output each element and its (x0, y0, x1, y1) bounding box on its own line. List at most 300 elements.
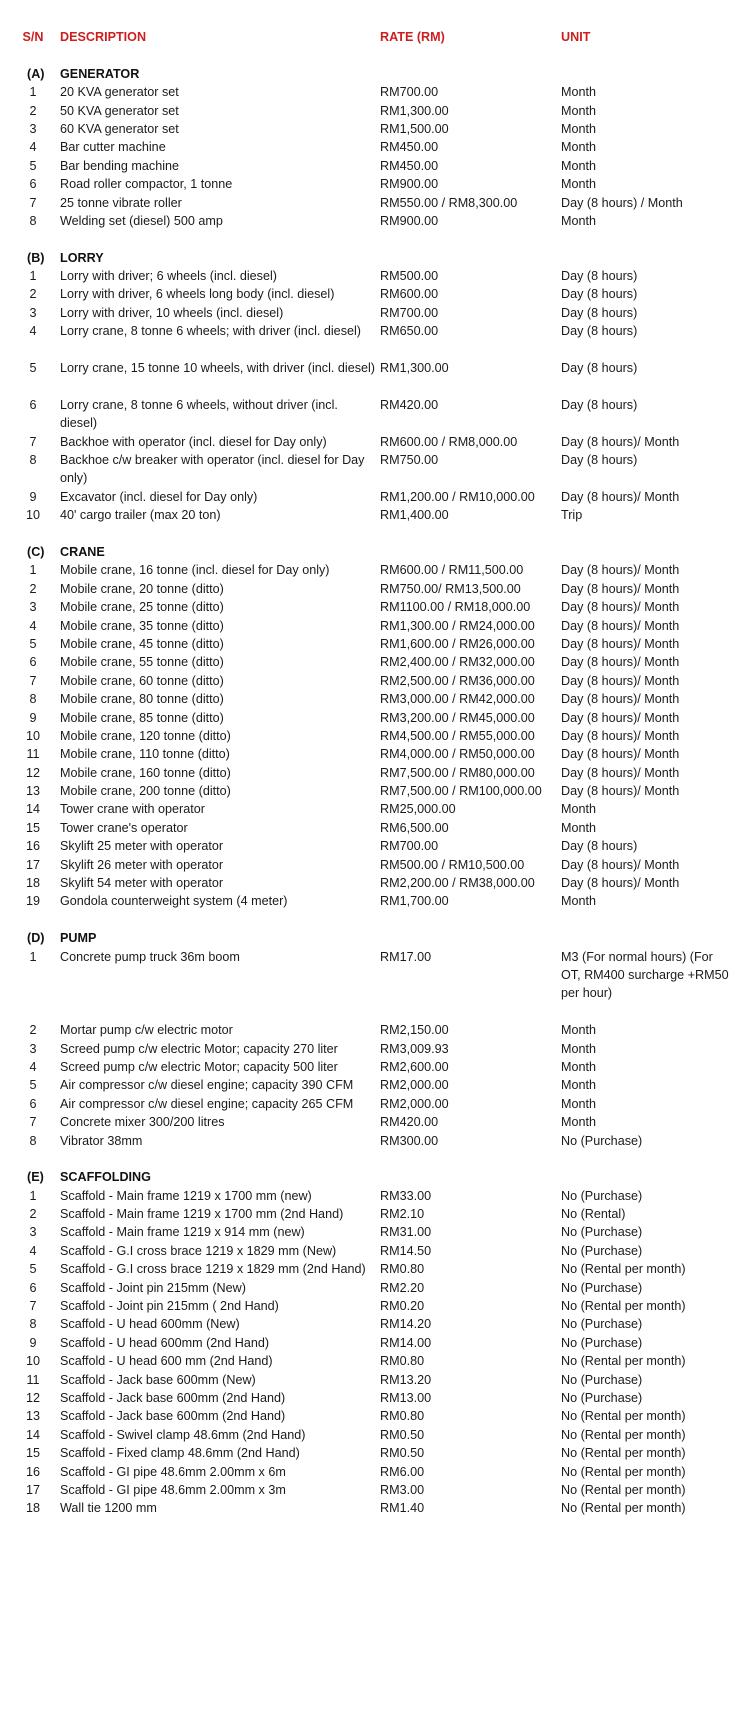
item-sn: 8 (29, 1317, 37, 1332)
item-sn: 16 (25, 839, 40, 854)
table-row (0, 1021, 735, 1039)
table-row (0, 304, 735, 322)
item-rate: RM1.40 (380, 1501, 425, 1516)
item-sn: 8 (29, 213, 37, 228)
item-sn: 2 (29, 103, 37, 118)
item-rate: RM2.20 (380, 1280, 425, 1295)
table-row (0, 709, 735, 727)
item-unit: Month (561, 213, 597, 228)
item-rate: RM2,000.00 (380, 1078, 449, 1093)
item-description: Excavator (incl. diesel for Day only) (60, 489, 258, 504)
item-description: Scaffold - U head 600mm (2nd Hand) (60, 1335, 270, 1350)
table-row (0, 1132, 735, 1150)
item-rate: RM17.00 (380, 949, 432, 964)
table-row (0, 1223, 735, 1241)
item-description: Skylift 54 meter with operator (60, 876, 224, 891)
item-sn: 17 (25, 1482, 40, 1497)
section-heading (0, 929, 735, 947)
header-description: DESCRIPTION (60, 30, 147, 44)
item-unit: Month (561, 1115, 597, 1130)
item-description: Scaffold - Fixed clamp 48.6mm (2nd Hand) (60, 1446, 300, 1461)
item-description: Scaffold - Swivel clamp 48.6mm (2nd Hand) (60, 1427, 306, 1442)
item-rate: RM2,200.00 / RM38,000.00 (380, 876, 535, 891)
item-unit: Day (8 hours)/ Month (561, 857, 680, 872)
item-unit: Month (561, 894, 597, 909)
item-sn: 5 (29, 361, 37, 376)
table-row (0, 1095, 735, 1113)
item-unit: Day (8 hours)/ Month (561, 765, 680, 780)
item-rate: RM700.00 (380, 85, 439, 100)
section-title: GENERATOR (60, 66, 140, 81)
table-row (0, 488, 735, 506)
item-unit: Month (561, 103, 597, 118)
item-sn: 5 (29, 158, 37, 173)
item-description: Scaffold - Jack base 600mm (New) (60, 1372, 256, 1387)
table-row (0, 598, 735, 616)
item-description: Mobile crane, 16 tonne (incl. diesel for Day only) (60, 563, 330, 578)
item-unit: Trip (561, 508, 583, 523)
table-row (0, 1426, 735, 1444)
item-sn: 3 (29, 1041, 37, 1056)
item-rate: RM700.00 (380, 305, 439, 320)
table-row (0, 267, 735, 285)
item-unit: Day (8 hours)/ Month (561, 581, 680, 596)
item-sn: 7 (29, 1299, 37, 1314)
item-description: Scaffold - U head 600 mm (2nd Hand) (60, 1354, 273, 1369)
item-unit: No (Rental per month) (561, 1427, 686, 1442)
item-rate: RM2,000.00 (380, 1096, 449, 1111)
item-unit: Day (8 hours) (561, 324, 638, 339)
item-sn: 4 (29, 618, 37, 633)
item-sn: 5 (29, 1262, 37, 1277)
item-description: Backhoe c/w breaker with operator (incl. diesel for Day only) (60, 453, 365, 486)
section-title: LORRY (60, 250, 104, 265)
item-sn: 15 (25, 820, 40, 835)
item-rate: RM450.00 (380, 158, 439, 173)
item-rate: RM750.00 (380, 453, 439, 468)
item-description: Mobile crane, 120 tonne (ditto) (60, 728, 231, 743)
item-rate: RM450.00 (380, 140, 439, 155)
item-description: Lorry with driver, 6 wheels long body (incl. diesel) (60, 287, 335, 302)
table-row (0, 800, 735, 818)
item-description: Scaffold - Main frame 1219 x 1700 mm (new) (60, 1188, 312, 1203)
item-unit: Day (8 hours) / Month (561, 195, 683, 210)
table-row (0, 561, 735, 579)
table-row (0, 1315, 735, 1333)
item-sn: 8 (29, 453, 37, 468)
item-unit: Day (8 hours) (561, 453, 638, 468)
item-sn: 18 (25, 876, 40, 891)
item-unit: Month (561, 85, 597, 100)
item-description: Mobile crane, 200 tonne (ditto) (60, 784, 231, 799)
item-description: Mobile crane, 160 tonne (ditto) (60, 765, 231, 780)
item-sn: 9 (29, 710, 37, 725)
item-rate: RM600.00 (380, 287, 439, 302)
item-rate: RM550.00 / RM8,300.00 (380, 195, 518, 210)
item-sn: 10 (25, 728, 40, 743)
item-sn: 6 (29, 177, 37, 192)
table-header (0, 28, 735, 46)
item-rate: RM0.20 (380, 1299, 425, 1314)
item-rate: RM31.00 (380, 1225, 432, 1240)
item-unit: Day (8 hours)/ Month (561, 876, 680, 891)
item-unit: Day (8 hours)/ Month (561, 673, 680, 688)
item-sn: 2 (29, 287, 37, 302)
item-rate: RM1,200.00 / RM10,000.00 (380, 489, 535, 504)
item-rate: RM600.00 / RM11,500.00 (380, 563, 524, 578)
item-unit: Day (8 hours)/ Month (561, 655, 680, 670)
table-row (0, 1076, 735, 1094)
item-description: Gondola counterweight system (4 meter) (60, 894, 288, 909)
table-row (0, 874, 735, 892)
item-description: Mobile crane, 85 tonne (ditto) (60, 710, 224, 725)
item-description: Mobile crane, 35 tonne (ditto) (60, 618, 224, 633)
item-unit: Month (561, 1096, 597, 1111)
item-unit: No (Purchase) (561, 1335, 643, 1350)
item-sn: 4 (29, 1059, 37, 1074)
item-rate: RM2,600.00 (380, 1059, 449, 1074)
table-row (0, 1463, 735, 1481)
table-row (0, 1260, 735, 1278)
item-description: Lorry crane, 8 tonne 6 wheels, without driver (incl. diesel) (60, 397, 338, 431)
item-unit: No (Purchase) (561, 1317, 643, 1332)
item-unit: Day (8 hours)/ Month (561, 563, 680, 578)
table-row (0, 727, 735, 745)
item-rate: RM1,400.00 (380, 508, 449, 523)
item-unit: Day (8 hours)/ Month (561, 747, 680, 762)
table-row (0, 322, 735, 359)
item-unit: No (Rental per month) (561, 1262, 686, 1277)
table-row (0, 138, 735, 156)
item-unit: Month (561, 820, 597, 835)
table-row (0, 782, 735, 800)
item-rate: RM3,009.93 (380, 1041, 449, 1056)
item-sn: 17 (25, 857, 40, 872)
item-description: Concrete pump truck 36m boom (60, 949, 240, 964)
item-description: Tower crane with operator (60, 802, 205, 817)
item-description: Road roller compactor, 1 tonne (60, 177, 233, 192)
section-code: (C) (27, 545, 45, 559)
item-sn: 7 (29, 673, 37, 688)
item-rate: RM3,000.00 / RM42,000.00 (380, 692, 535, 707)
item-rate: RM1,300.00 (380, 103, 449, 118)
item-sn: 2 (29, 1023, 37, 1038)
section-spacer (0, 230, 735, 248)
table-row (0, 1352, 735, 1370)
table-row (0, 653, 735, 671)
item-unit: Day (8 hours) (561, 305, 638, 320)
item-sn: 7 (29, 195, 37, 210)
item-rate: RM900.00 (380, 177, 439, 192)
item-rate: RM700.00 (380, 839, 439, 854)
item-sn: 19 (25, 894, 40, 909)
item-rate: RM600.00 / RM8,000.00 (380, 434, 518, 449)
table-row (0, 506, 735, 524)
item-sn: 9 (29, 1335, 37, 1350)
item-unit: Month (561, 140, 597, 155)
table-row (0, 157, 735, 175)
table-row (0, 175, 735, 193)
item-description: Scaffold - Joint pin 215mm (New) (60, 1280, 246, 1295)
table-row (0, 451, 735, 488)
item-sn: 7 (29, 1115, 37, 1130)
item-rate: RM1,600.00 / RM26,000.00 (380, 636, 535, 651)
item-description: Mobile crane, 60 tonne (ditto) (60, 673, 224, 688)
item-rate: RM13.20 (380, 1372, 432, 1387)
item-unit: Day (8 hours) (561, 839, 638, 854)
item-sn: 11 (26, 1372, 40, 1387)
table-row (0, 359, 735, 396)
item-unit: No (Purchase) (561, 1188, 643, 1203)
item-unit: No (Purchase) (561, 1372, 643, 1387)
item-sn: 4 (29, 324, 37, 339)
item-unit: No (Purchase) (561, 1391, 643, 1405)
section-title: SCAFFOLDING (60, 1170, 151, 1185)
table-row (0, 396, 735, 433)
section-spacer (0, 46, 735, 64)
item-description: Mobile crane, 20 tonne (ditto) (60, 581, 224, 596)
table-row (0, 635, 735, 653)
item-description: 20 KVA generator set (60, 85, 179, 100)
item-rate: RM750.00/ RM13,500.00 (380, 581, 521, 596)
item-sn: 5 (29, 636, 37, 651)
item-rate: RM2,150.00 (380, 1023, 449, 1038)
item-sn: 15 (25, 1446, 40, 1461)
section-heading (0, 543, 735, 561)
item-rate: RM0.50 (380, 1427, 425, 1442)
table-row (0, 1058, 735, 1076)
item-sn: 16 (25, 1464, 40, 1479)
item-unit: No (Rental per month) (561, 1446, 686, 1461)
item-unit: Day (8 hours)/ Month (561, 692, 680, 707)
item-description: 25 tonne vibrate roller (60, 195, 182, 210)
item-unit: Month (561, 802, 597, 817)
item-unit: Day (8 hours)/ Month (561, 489, 680, 504)
item-rate: RM14.50 (380, 1243, 432, 1258)
table-row (0, 580, 735, 598)
item-rate: RM0.80 (380, 1354, 425, 1369)
item-rate: RM900.00 (380, 213, 439, 228)
item-description: Wall tie 1200 mm (60, 1501, 157, 1516)
item-sn: 6 (29, 655, 37, 670)
section-code: (D) (27, 931, 45, 946)
item-sn: 1 (29, 1188, 37, 1203)
item-unit: No (Rental per month) (561, 1482, 686, 1497)
item-rate: RM33.00 (380, 1188, 432, 1203)
table-row (0, 1040, 735, 1058)
item-sn: 8 (29, 1133, 37, 1148)
item-rate: RM2,500.00 / RM36,000.00 (380, 673, 535, 688)
item-sn: 3 (29, 600, 37, 615)
table-row (0, 1371, 735, 1389)
item-sn: 14 (25, 802, 40, 817)
item-description: Air compressor c/w diesel engine; capacity 265 CFM (60, 1096, 354, 1111)
item-sn: 2 (29, 1207, 37, 1222)
item-rate: RM25,000.00 (380, 802, 456, 817)
item-unit: Day (8 hours)/ Month (561, 636, 680, 651)
item-description: Lorry crane, 15 tonne 10 wheels, with driver (incl. diesel) (60, 361, 375, 376)
item-sn: 7 (29, 434, 37, 449)
section-spacer (0, 1150, 735, 1168)
item-unit: No (Rental) (561, 1207, 626, 1222)
item-sn: 6 (29, 1096, 37, 1111)
item-rate: RM2.10 (380, 1207, 425, 1222)
item-description: Air compressor c/w diesel engine; capacity 390 CFM (60, 1078, 354, 1093)
item-rate: RM3.00 (380, 1482, 425, 1497)
item-description: Bar bending machine (60, 158, 180, 173)
table-row (0, 83, 735, 101)
item-description: Skylift 26 meter with operator (60, 857, 224, 872)
item-unit: Day (8 hours)/ Month (561, 600, 680, 615)
table-body (0, 46, 735, 1517)
table-row (0, 948, 735, 1022)
table-row (0, 1279, 735, 1297)
item-unit: Day (8 hours) (561, 361, 638, 376)
section-heading (0, 249, 735, 267)
table-row (0, 690, 735, 708)
section-code: (E) (27, 1170, 44, 1185)
table-row (0, 1334, 735, 1352)
item-sn: 12 (25, 1391, 40, 1405)
item-description: Mobile crane, 25 tonne (ditto) (60, 600, 224, 615)
item-rate: RM6.00 (380, 1464, 425, 1479)
item-rate: RM500.00 / RM10,500.00 (380, 857, 525, 872)
table-row (0, 102, 735, 120)
table-row (0, 1481, 735, 1499)
item-description: Scaffold - Jack base 600mm (2nd Hand) (60, 1409, 286, 1424)
item-sn: 13 (25, 1409, 40, 1424)
item-rate: RM7,500.00 / RM80,000.00 (380, 765, 535, 780)
table-row (0, 764, 735, 782)
item-description: Scaffold - U head 600mm (New) (60, 1317, 240, 1332)
item-unit: Month (561, 1041, 597, 1056)
item-description: Scaffold - Main frame 1219 x 1700 mm (2nd Hand) (60, 1207, 344, 1222)
item-unit: Month (561, 177, 597, 192)
table-row (0, 856, 735, 874)
item-rate: RM1,700.00 (380, 894, 449, 909)
item-unit: Day (8 hours) (561, 397, 638, 412)
section-title: CRANE (60, 545, 105, 559)
item-description: Backhoe with operator (incl. diesel for Day only) (60, 434, 327, 449)
table-row (0, 194, 735, 212)
item-rate: RM420.00 (380, 1115, 439, 1130)
item-rate: RM1,300.00 (380, 361, 449, 376)
table-row (0, 120, 735, 138)
header-sn: S/N (22, 30, 44, 44)
item-sn: 4 (29, 140, 37, 155)
item-unit: Day (8 hours) (561, 269, 638, 284)
item-description: Mobile crane, 45 tonne (ditto) (60, 636, 224, 651)
section-heading (0, 65, 735, 83)
item-description: Screed pump c/w electric Motor; capacity 500 liter (60, 1059, 338, 1074)
item-unit: No (Purchase) (561, 1280, 643, 1295)
item-sn: 1 (29, 949, 37, 964)
header-unit: UNIT (561, 30, 591, 44)
item-description: Screed pump c/w electric Motor; capacity 270 liter (60, 1041, 338, 1056)
item-description: 40' cargo trailer (max 20 ton) (60, 508, 221, 523)
item-description: Tower crane's operator (60, 820, 188, 835)
item-rate: RM1,300.00 / RM24,000.00 (380, 618, 535, 633)
table-row (0, 212, 735, 230)
table-row (0, 1389, 735, 1407)
item-description: Scaffold - G.I cross brace 1219 x 1829 mm (2nd Hand) (60, 1262, 366, 1277)
item-unit: Month (561, 1023, 597, 1038)
item-sn: 3 (29, 121, 37, 136)
item-description: Lorry with driver, 10 wheels (incl. diesel) (60, 305, 284, 320)
table-row (0, 892, 735, 910)
item-rate: RM3,200.00 / RM45,000.00 (380, 710, 535, 725)
item-unit: Day (8 hours)/ Month (561, 618, 680, 633)
item-description: Scaffold - Main frame 1219 x 914 mm (new) (60, 1225, 305, 1240)
item-description: 60 KVA generator set (60, 121, 179, 136)
item-unit: No (Rental per month) (561, 1354, 686, 1369)
item-unit: Day (8 hours) (561, 287, 638, 302)
item-rate: RM0.80 (380, 1409, 425, 1424)
section-heading (0, 1168, 735, 1186)
item-description: Lorry with driver; 6 wheels (incl. diesel) (60, 269, 277, 284)
section-spacer (0, 911, 735, 929)
table-row (0, 1205, 735, 1223)
rate-table (0, 28, 735, 1518)
item-unit: No (Rental per month) (561, 1299, 686, 1314)
item-sn: 8 (29, 692, 37, 707)
item-unit: Day (8 hours)/ Month (561, 784, 680, 799)
item-unit: Month (561, 1059, 597, 1074)
item-description: Mobile crane, 80 tonne (ditto) (60, 692, 224, 707)
section-title: PUMP (60, 931, 97, 946)
table-row (0, 1187, 735, 1205)
item-sn: 10 (25, 508, 40, 523)
item-description: Scaffold - GI pipe 48.6mm 2.00mm x 6m (60, 1464, 286, 1479)
item-sn: 18 (25, 1501, 40, 1516)
item-unit: No (Rental per month) (561, 1409, 686, 1424)
item-sn: 14 (25, 1427, 40, 1442)
table-row (0, 1297, 735, 1315)
table-row (0, 1242, 735, 1260)
item-description: Scaffold - Joint pin 215mm ( 2nd Hand) (60, 1299, 279, 1314)
item-sn: 5 (29, 1078, 37, 1093)
item-rate: RM4,000.00 / RM50,000.00 (380, 747, 535, 762)
item-rate: RM6,500.00 (380, 820, 449, 835)
item-description: Lorry crane, 8 tonne 6 wheels; with driver (incl. diesel) (60, 324, 361, 339)
item-sn: 6 (29, 397, 37, 412)
item-description: Welding set (diesel) 500 amp (60, 213, 223, 228)
item-unit: No (Rental per month) (561, 1501, 686, 1516)
section-spacer (0, 525, 735, 543)
item-unit: No (Purchase) (561, 1133, 643, 1148)
item-rate: RM7,500.00 / RM100,000.00 (380, 784, 542, 799)
item-description: Vibrator 38mm (60, 1133, 143, 1148)
item-description: Scaffold - Jack base 600mm (2nd Hand) (60, 1391, 286, 1405)
table-row (0, 1113, 735, 1131)
item-unit: No (Purchase) (561, 1225, 643, 1240)
item-description: Mortar pump c/w electric motor (60, 1023, 233, 1038)
table-row (0, 617, 735, 635)
item-rate: RM4,500.00 / RM55,000.00 (380, 728, 535, 743)
item-rate: RM0.50 (380, 1446, 425, 1461)
section-code: (A) (27, 66, 45, 81)
item-rate: RM500.00 (380, 269, 439, 284)
table-row (0, 285, 735, 303)
item-unit: No (Purchase) (561, 1243, 643, 1258)
item-rate: RM300.00 (380, 1133, 439, 1148)
item-description: 50 KVA generator set (60, 103, 179, 118)
item-sn: 1 (29, 85, 37, 100)
header-rate: RATE (RM) (380, 30, 445, 44)
table-row (0, 819, 735, 837)
item-description: Mobile crane, 55 tonne (ditto) (60, 655, 224, 670)
item-description: Skylift 25 meter with operator (60, 839, 224, 854)
